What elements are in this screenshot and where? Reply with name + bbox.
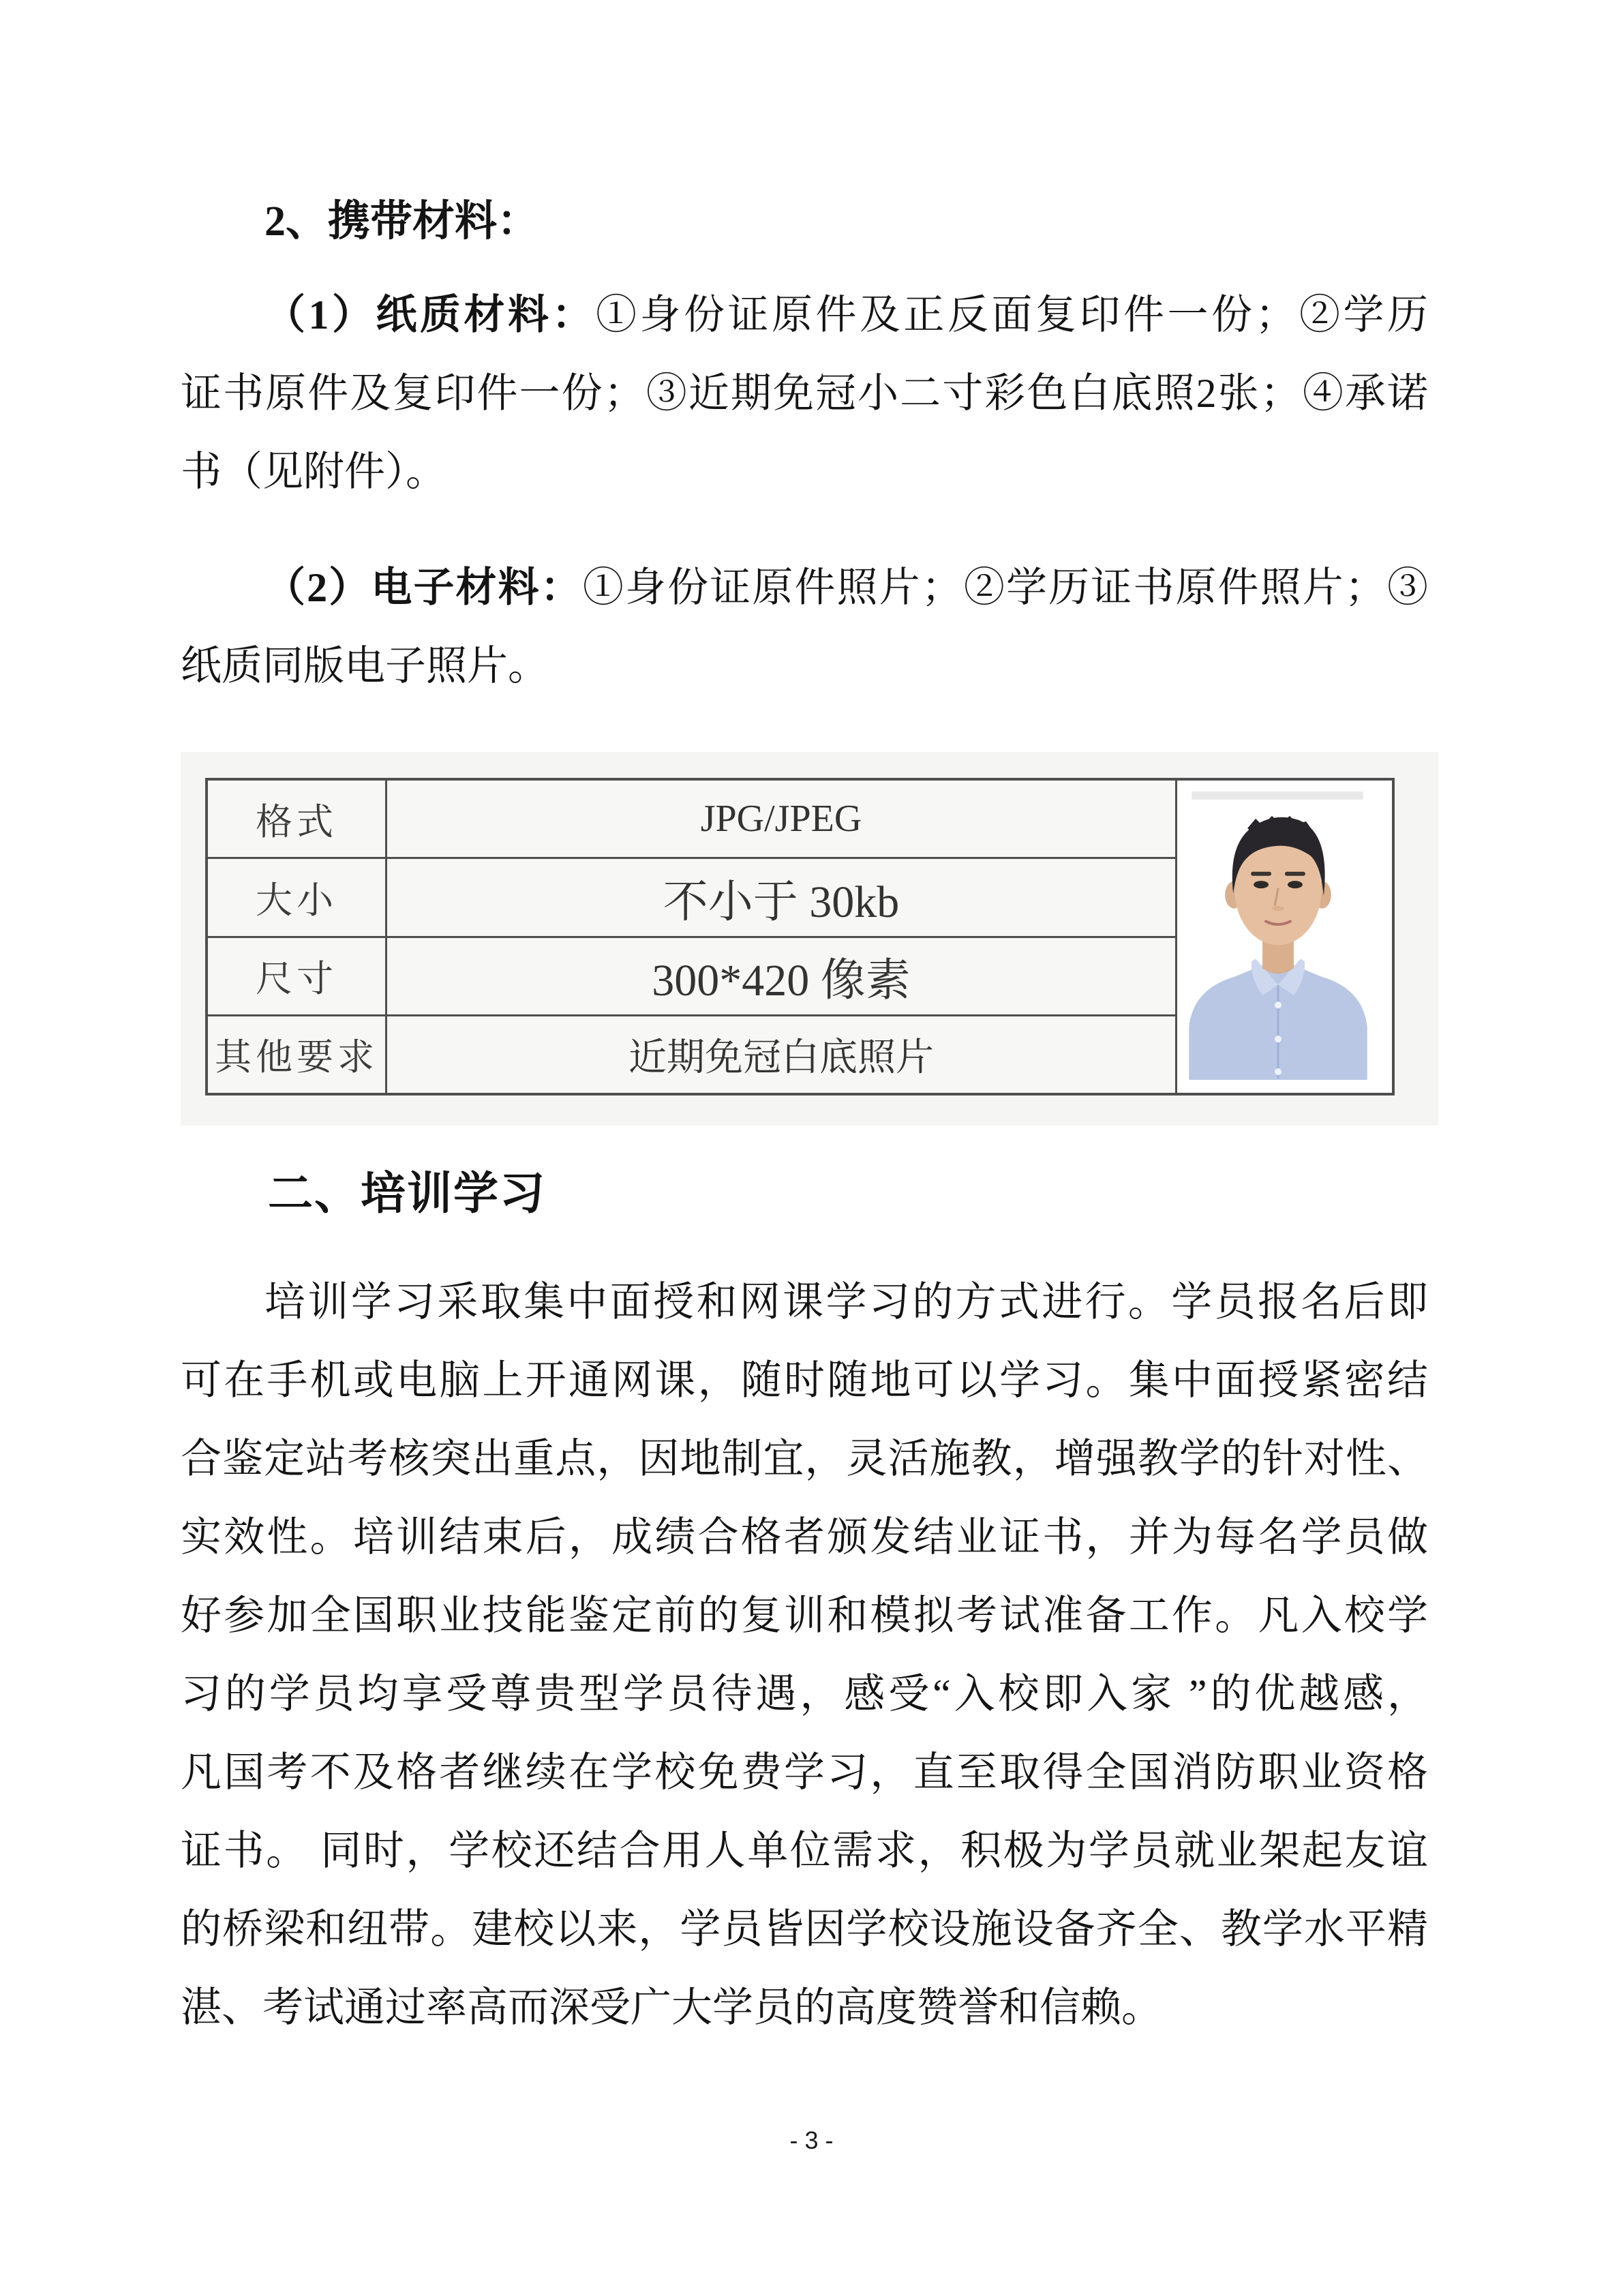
paragraph-line: 培训学习采取集中面授和网课学习的方式进行。学员报名后即 [264, 1280, 1428, 1325]
heading-carry-materials: 2、携带材料： [264, 198, 540, 245]
electronic-materials-line1: ①身份证原件照片；②学历证书原件照片；③ [582, 565, 1429, 610]
table-row [208, 938, 1175, 1016]
row-value-other-requirements: 近期免冠白底照片 [628, 1036, 934, 1079]
table-row [208, 859, 1175, 937]
photo-requirements-rows [208, 781, 1175, 1093]
paragraph-line: 可在手机或电脑上开通网课，随时随地可以学习。集中面授紧密结 [181, 1358, 1428, 1403]
paragraph-paper-materials [181, 276, 1428, 511]
paragraph-line: 实效性。培训结束后，成绩合格者颁发结业证书，并为每名学员做 [181, 1515, 1428, 1560]
paper-materials-line1: ①身份证原件及正反面复印件一份；②学历 [596, 292, 1428, 337]
electronic-materials-lead: （2）电子材料： [264, 565, 583, 610]
paragraph-line: 纸质同版电子照片。 [181, 644, 549, 689]
paragraph-line: 凡国考不及格者继续在学校免费学习，直至取得全国消防职业资格 [181, 1750, 1428, 1795]
heading-training-study: 二、培训学习 [268, 1168, 546, 1218]
row-value-size: 不小于 30kb [663, 877, 900, 927]
paragraph-training [181, 1263, 1428, 2047]
photo-requirements-table [205, 778, 1395, 1096]
paragraph-electronic-materials [181, 549, 1428, 706]
paragraph-line: 好参加全国职业技能鉴定前的复训和模拟考试准备工作。凡入校学 [181, 1593, 1428, 1638]
page-number: - 3 - [789, 2126, 834, 2154]
id-photo-male-sample-icon [1177, 781, 1392, 1093]
paragraph-line: 习的学员均享受尊贵型学员待遇，感受“入校即入家 ”的优越感， [181, 1672, 1428, 1717]
paragraph-line: 证书。 同时，学校还结合用人单位需求，积极为学员就业架起友谊 [181, 1828, 1428, 1873]
paragraph-line: 湛、考试通过率高而深受广大学员的高度赞誉和信赖。 [181, 1985, 1162, 2030]
table-row [208, 1016, 1175, 1093]
paragraph-line: 合鉴定站考核突出重点，因地制宜，灵活施教，增强教学的针对性、 [181, 1436, 1428, 1481]
table-row [208, 781, 1175, 859]
row-label-dimensions: 尺寸 [208, 938, 387, 1014]
row-value-dimensions: 300*420 像素 [652, 956, 911, 1006]
id-photo-cell [1175, 781, 1392, 1093]
row-label-format: 格式 [208, 781, 387, 857]
paragraph-line [181, 549, 1428, 627]
row-label-other-requirements: 其他要求 [208, 1016, 387, 1093]
paragraph-line: 的桥梁和纽带。建校以来，学员皆因学校设施设备齐全、教学水平精 [181, 1907, 1428, 1952]
paragraph-line: 书（见附件）。 [181, 449, 446, 494]
row-value-format: JPG/JPEG [700, 798, 862, 841]
row-label-size: 大小 [208, 859, 387, 935]
paragraph-line: 证书原件及复印件一份；③近期免冠小二寸彩色白底照2张；④承诺 [181, 371, 1428, 416]
paragraph-line [181, 276, 1428, 354]
paper-materials-lead: （1）纸质材料： [264, 292, 596, 337]
photo-requirements-figure [181, 752, 1438, 1126]
